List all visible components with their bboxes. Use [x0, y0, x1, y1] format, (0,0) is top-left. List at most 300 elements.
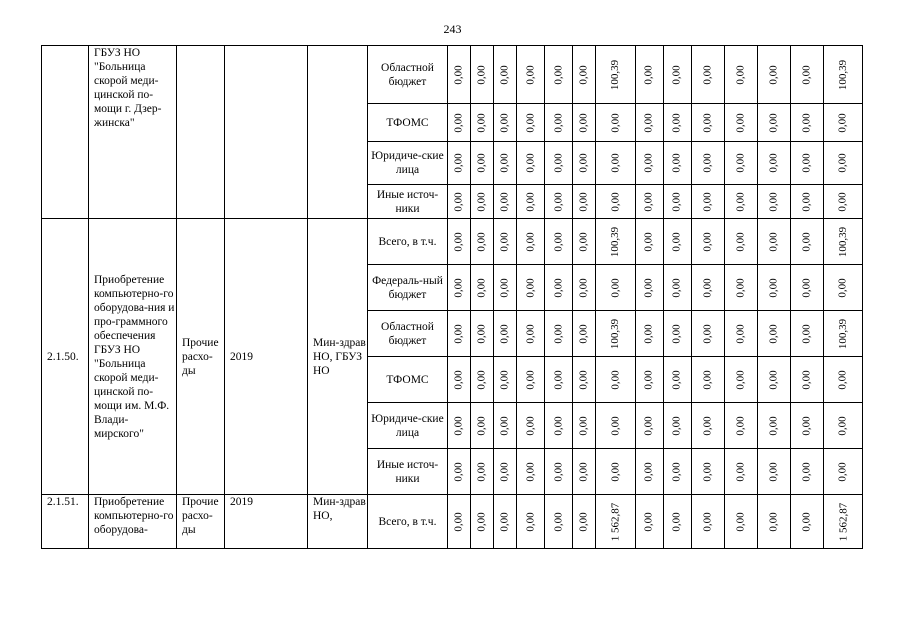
amount-cell	[517, 449, 545, 495]
amount-cell	[635, 46, 663, 104]
amount-value: 0,00	[476, 231, 488, 252]
amount-value: 0,00	[476, 153, 488, 173]
amount-cell	[494, 219, 517, 265]
amount-cell	[691, 311, 724, 357]
amount-value: 0,00	[609, 277, 622, 298]
amount-cell	[757, 185, 790, 219]
row-executor: Мин-здрав НО, ГБУЗ НО	[308, 219, 368, 495]
amount-value: 0,00	[476, 64, 488, 85]
amount-cell	[790, 185, 823, 219]
amount-value: 0,00	[499, 511, 511, 532]
row-name: ГБУЗ НО "Больница скорой меди-цинской по-мощи г. Дзер-жинска"	[89, 46, 177, 219]
amount-cell	[790, 219, 823, 265]
amount-value: 0,00	[609, 153, 622, 173]
amount-cell	[596, 46, 636, 104]
amount-value: 0,00	[671, 415, 683, 436]
amount-cell	[691, 219, 724, 265]
amount-cell	[517, 142, 545, 185]
amount-cell	[691, 357, 724, 403]
amount-cell	[494, 46, 517, 104]
amount-cell	[635, 357, 663, 403]
row-name: Приобретение компьютерно-го оборудова-	[89, 495, 177, 549]
amount-cell	[757, 403, 790, 449]
row-executor: Мин-здрав НО,	[308, 495, 368, 549]
amount-value: 0,00	[701, 64, 714, 85]
amount-cell	[494, 104, 517, 142]
row-expense	[177, 46, 225, 219]
amount-value: 0,00	[578, 112, 590, 133]
amount-value: 0,00	[476, 191, 488, 212]
amount-cell	[663, 104, 691, 142]
row-year	[225, 46, 308, 219]
amount-cell	[517, 495, 545, 549]
amount-value: 0,00	[701, 415, 714, 436]
amount-cell	[724, 403, 757, 449]
amount-value: 0,00	[476, 415, 488, 436]
amount-value: 0,00	[524, 153, 537, 173]
amount-cell	[823, 142, 863, 185]
amount-value: 0,00	[734, 511, 747, 532]
amount-value: 0,00	[499, 153, 511, 173]
amount-value: 0,00	[524, 277, 537, 298]
amount-value: 0,00	[734, 112, 747, 133]
amount-value: 0,00	[701, 231, 714, 252]
amount-cell	[691, 449, 724, 495]
amount-cell	[790, 449, 823, 495]
amount-value: 0,00	[767, 511, 780, 532]
amount-value: 0,00	[499, 191, 511, 212]
amount-cell	[494, 142, 517, 185]
amount-cell	[573, 142, 596, 185]
amount-cell	[691, 403, 724, 449]
amount-cell	[823, 46, 863, 104]
amount-value: 0,00	[476, 461, 488, 482]
row-expense: Прочие расхо-ды	[177, 219, 225, 495]
amount-cell	[663, 46, 691, 104]
row-executor	[308, 46, 368, 219]
amount-value: 0,00	[643, 369, 655, 390]
amount-value: 0,00	[499, 461, 511, 482]
amount-value: 0,00	[671, 231, 683, 252]
amount-cell	[635, 219, 663, 265]
amount-value: 0,00	[800, 277, 813, 298]
row-year: 2019	[225, 495, 308, 549]
amount-cell	[545, 104, 573, 142]
amount-cell	[823, 449, 863, 495]
amount-cell	[471, 449, 494, 495]
amount-value: 0,00	[552, 153, 565, 173]
amount-value: 0,00	[767, 461, 780, 482]
amount-value: 0,00	[524, 323, 537, 344]
amount-cell	[663, 311, 691, 357]
amount-value: 0,00	[578, 153, 590, 173]
amount-value: 0,00	[800, 191, 813, 212]
amount-cell	[790, 142, 823, 185]
funding-source: Областной бюджет	[368, 46, 448, 104]
funding-source: ТФОМС	[368, 104, 448, 142]
amount-cell	[448, 449, 471, 495]
amount-cell	[724, 449, 757, 495]
amount-cell	[545, 219, 573, 265]
amount-value: 100,39	[609, 318, 622, 349]
amount-value: 0,00	[643, 511, 655, 532]
amount-cell	[471, 495, 494, 549]
amount-cell	[573, 185, 596, 219]
row-year: 2019	[225, 219, 308, 495]
amount-cell	[596, 495, 636, 549]
amount-value: 0,00	[836, 153, 849, 173]
amount-cell	[790, 311, 823, 357]
amount-cell	[596, 185, 636, 219]
amount-value: 0,00	[552, 511, 565, 532]
amount-value: 0,00	[671, 153, 683, 173]
amount-cell	[823, 104, 863, 142]
amount-value: 0,00	[552, 461, 565, 482]
amount-value: 0,00	[453, 511, 465, 532]
amount-cell	[573, 403, 596, 449]
amount-cell	[494, 311, 517, 357]
amount-value: 0,00	[453, 231, 465, 252]
amount-value: 0,00	[767, 112, 780, 133]
amount-value: 0,00	[578, 415, 590, 436]
amount-value: 0,00	[701, 369, 714, 390]
amount-cell	[596, 265, 636, 311]
amount-cell	[635, 403, 663, 449]
amount-value: 0,00	[524, 64, 537, 85]
amount-cell	[757, 449, 790, 495]
amount-value: 0,00	[643, 461, 655, 482]
amount-cell	[545, 495, 573, 549]
amount-cell	[757, 104, 790, 142]
amount-cell	[757, 46, 790, 104]
amount-value: 0,00	[552, 369, 565, 390]
amount-cell	[596, 219, 636, 265]
row-code	[42, 46, 89, 219]
table-row	[42, 495, 863, 549]
amount-value: 0,00	[524, 191, 537, 212]
amount-value: 0,00	[836, 415, 849, 436]
amount-cell	[790, 403, 823, 449]
amount-cell	[596, 142, 636, 185]
amount-cell	[494, 357, 517, 403]
amount-cell	[724, 311, 757, 357]
amount-value: 0,00	[671, 112, 683, 133]
amount-cell	[448, 46, 471, 104]
amount-cell	[635, 104, 663, 142]
amount-value: 0,00	[800, 415, 813, 436]
amount-cell	[545, 46, 573, 104]
amount-value: 0,00	[734, 64, 747, 85]
amount-value: 0,00	[609, 461, 622, 482]
amount-value: 0,00	[836, 191, 849, 212]
amount-value: 0,00	[453, 369, 465, 390]
amount-value: 0,00	[643, 277, 655, 298]
amount-cell	[757, 265, 790, 311]
amount-value: 0,00	[643, 64, 655, 85]
amount-value: 0,00	[499, 112, 511, 133]
amount-cell	[448, 357, 471, 403]
page-number: 243	[443, 22, 462, 36]
amount-value: 0,00	[734, 461, 747, 482]
amount-value: 0,00	[609, 415, 622, 436]
amount-value: 0,00	[552, 231, 565, 252]
amount-value: 0,00	[524, 369, 537, 390]
amount-cell	[635, 185, 663, 219]
budget-table	[41, 45, 863, 549]
funding-source: Областной бюджет	[368, 311, 448, 357]
amount-cell	[573, 495, 596, 549]
amount-cell	[596, 449, 636, 495]
amount-cell	[635, 449, 663, 495]
amount-cell	[663, 142, 691, 185]
amount-value: 0,00	[767, 191, 780, 212]
amount-value: 0,00	[524, 231, 537, 252]
amount-value: 0,00	[734, 231, 747, 252]
amount-value: 0,00	[609, 112, 622, 133]
amount-cell	[573, 104, 596, 142]
table-row	[42, 46, 863, 104]
amount-cell	[494, 403, 517, 449]
amount-cell	[596, 403, 636, 449]
amount-cell	[691, 495, 724, 549]
amount-cell	[471, 403, 494, 449]
amount-cell	[517, 46, 545, 104]
row-code: 2.1.50.	[42, 219, 89, 495]
amount-cell	[448, 403, 471, 449]
amount-cell	[757, 142, 790, 185]
amount-value: 0,00	[499, 277, 511, 298]
amount-value: 0,00	[701, 277, 714, 298]
amount-value: 0,00	[643, 231, 655, 252]
amount-value: 0,00	[734, 415, 747, 436]
amount-value: 0,00	[476, 277, 488, 298]
amount-value: 0,00	[476, 112, 488, 133]
amount-value: 0,00	[453, 323, 465, 344]
amount-cell	[663, 265, 691, 311]
amount-cell	[545, 403, 573, 449]
amount-value: 0,00	[643, 153, 655, 173]
amount-value: 0,00	[671, 511, 683, 532]
amount-cell	[448, 104, 471, 142]
amount-value: 0,00	[734, 323, 747, 344]
amount-value: 0,00	[453, 64, 465, 85]
amount-value: 0,00	[800, 153, 813, 173]
amount-cell	[471, 142, 494, 185]
amount-cell	[691, 185, 724, 219]
amount-value: 0,00	[524, 415, 537, 436]
amount-cell	[823, 403, 863, 449]
amount-cell	[635, 311, 663, 357]
amount-cell	[517, 185, 545, 219]
amount-value: 0,00	[524, 461, 537, 482]
amount-value: 0,00	[800, 112, 813, 133]
amount-cell	[823, 265, 863, 311]
amount-value: 0,00	[643, 112, 655, 133]
amount-value: 0,00	[643, 323, 655, 344]
amount-cell	[790, 495, 823, 549]
amount-cell	[790, 104, 823, 142]
amount-cell	[757, 357, 790, 403]
amount-cell	[691, 142, 724, 185]
amount-cell	[545, 265, 573, 311]
funding-source: Федераль-ный бюджет	[368, 265, 448, 311]
amount-cell	[448, 495, 471, 549]
amount-value: 100,39	[609, 226, 622, 257]
amount-cell	[724, 219, 757, 265]
amount-cell	[596, 311, 636, 357]
amount-cell	[823, 495, 863, 549]
funding-source: Иные источ-ники	[368, 185, 448, 219]
amount-cell	[790, 46, 823, 104]
amount-cell	[823, 311, 863, 357]
amount-value: 0,00	[836, 112, 849, 133]
amount-cell	[517, 311, 545, 357]
funding-source: Иные источ-ники	[368, 449, 448, 495]
amount-value: 100,39	[609, 59, 622, 90]
amount-cell	[757, 495, 790, 549]
amount-value: 0,00	[800, 369, 813, 390]
amount-cell	[724, 265, 757, 311]
amount-cell	[517, 357, 545, 403]
amount-cell	[471, 357, 494, 403]
amount-cell	[494, 265, 517, 311]
row-name: Приобретение компьютерно-го оборудова-ния и про-граммного обеспечения ГБУЗ НО "Больница скорой меди-цинской по-мощи им. М.Ф. Влади-мирского"	[89, 219, 177, 495]
amount-value: 0,00	[767, 369, 780, 390]
amount-value: 0,00	[552, 323, 565, 344]
funding-source: ТФОМС	[368, 357, 448, 403]
amount-value: 0,00	[499, 231, 511, 252]
amount-value: 0,00	[800, 511, 813, 532]
amount-cell	[573, 265, 596, 311]
amount-cell	[663, 449, 691, 495]
amount-cell	[545, 449, 573, 495]
amount-value: 0,00	[476, 323, 488, 344]
amount-value: 0,00	[734, 277, 747, 298]
amount-cell	[545, 142, 573, 185]
amount-value: 0,00	[767, 231, 780, 252]
amount-value: 0,00	[767, 415, 780, 436]
funding-source: Всего, в т.ч.	[368, 219, 448, 265]
amount-cell	[724, 142, 757, 185]
amount-value: 0,00	[767, 323, 780, 344]
amount-cell	[823, 185, 863, 219]
amount-value: 0,00	[671, 277, 683, 298]
amount-cell	[494, 495, 517, 549]
funding-source: Юридиче-ские лица	[368, 142, 448, 185]
amount-value: 0,00	[643, 415, 655, 436]
amount-cell	[471, 104, 494, 142]
amount-value: 0,00	[476, 511, 488, 532]
amount-cell	[663, 495, 691, 549]
amount-value: 0,00	[453, 112, 465, 133]
amount-cell	[663, 403, 691, 449]
amount-value: 0,00	[836, 369, 849, 390]
amount-value: 0,00	[453, 461, 465, 482]
amount-value: 0,00	[499, 64, 511, 85]
amount-cell	[790, 265, 823, 311]
amount-value: 0,00	[453, 191, 465, 212]
amount-value: 0,00	[552, 277, 565, 298]
amount-value: 0,00	[578, 64, 590, 85]
amount-value: 0,00	[524, 112, 537, 133]
amount-cell	[691, 265, 724, 311]
row-code: 2.1.51.	[42, 495, 89, 549]
amount-cell	[517, 219, 545, 265]
amount-cell	[471, 265, 494, 311]
amount-value: 0,00	[453, 277, 465, 298]
amount-cell	[545, 311, 573, 357]
amount-cell	[573, 46, 596, 104]
amount-value: 0,00	[701, 112, 714, 133]
amount-value: 0,00	[643, 191, 655, 212]
amount-cell	[471, 219, 494, 265]
amount-cell	[517, 403, 545, 449]
amount-cell	[757, 311, 790, 357]
amount-cell	[635, 265, 663, 311]
amount-cell	[573, 357, 596, 403]
amount-value: 0,00	[552, 191, 565, 212]
amount-value: 0,00	[734, 153, 747, 173]
amount-cell	[823, 219, 863, 265]
amount-value: 0,00	[767, 153, 780, 173]
amount-cell	[724, 185, 757, 219]
amount-cell	[573, 219, 596, 265]
amount-value: 0,00	[578, 369, 590, 390]
row-expense: Прочие расхо-ды	[177, 495, 225, 549]
amount-cell	[757, 219, 790, 265]
amount-cell	[471, 185, 494, 219]
amount-value: 100,39	[836, 318, 849, 349]
amount-value: 0,00	[578, 231, 590, 252]
amount-cell	[471, 46, 494, 104]
amount-value: 0,00	[836, 277, 849, 298]
amount-value: 0,00	[734, 191, 747, 212]
amount-value: 0,00	[476, 369, 488, 390]
amount-value: 0,00	[552, 112, 565, 133]
amount-value: 0,00	[578, 323, 590, 344]
amount-cell	[596, 104, 636, 142]
amount-cell	[448, 311, 471, 357]
amount-cell	[545, 185, 573, 219]
amount-value: 0,00	[734, 369, 747, 390]
amount-cell	[573, 449, 596, 495]
amount-cell	[448, 142, 471, 185]
amount-cell	[823, 357, 863, 403]
amount-value: 0,00	[671, 191, 683, 212]
amount-cell	[663, 185, 691, 219]
amount-value: 0,00	[800, 461, 813, 482]
table-row	[42, 219, 863, 265]
amount-value: 0,00	[800, 64, 813, 85]
amount-value: 0,00	[671, 64, 683, 85]
amount-value: 0,00	[609, 191, 622, 212]
amount-value: 0,00	[800, 231, 813, 252]
amount-value: 0,00	[701, 153, 714, 173]
amount-value: 0,00	[701, 191, 714, 212]
funding-source: Юридиче-ские лица	[368, 403, 448, 449]
amount-cell	[635, 142, 663, 185]
amount-cell	[517, 104, 545, 142]
amount-value: 1 562,87	[609, 502, 622, 541]
amount-value: 0,00	[701, 511, 714, 532]
amount-cell	[545, 357, 573, 403]
amount-value: 0,00	[800, 323, 813, 344]
amount-value: 0,00	[499, 369, 511, 390]
amount-value: 0,00	[671, 461, 683, 482]
amount-value: 0,00	[836, 461, 849, 482]
amount-cell	[691, 104, 724, 142]
amount-cell	[663, 357, 691, 403]
